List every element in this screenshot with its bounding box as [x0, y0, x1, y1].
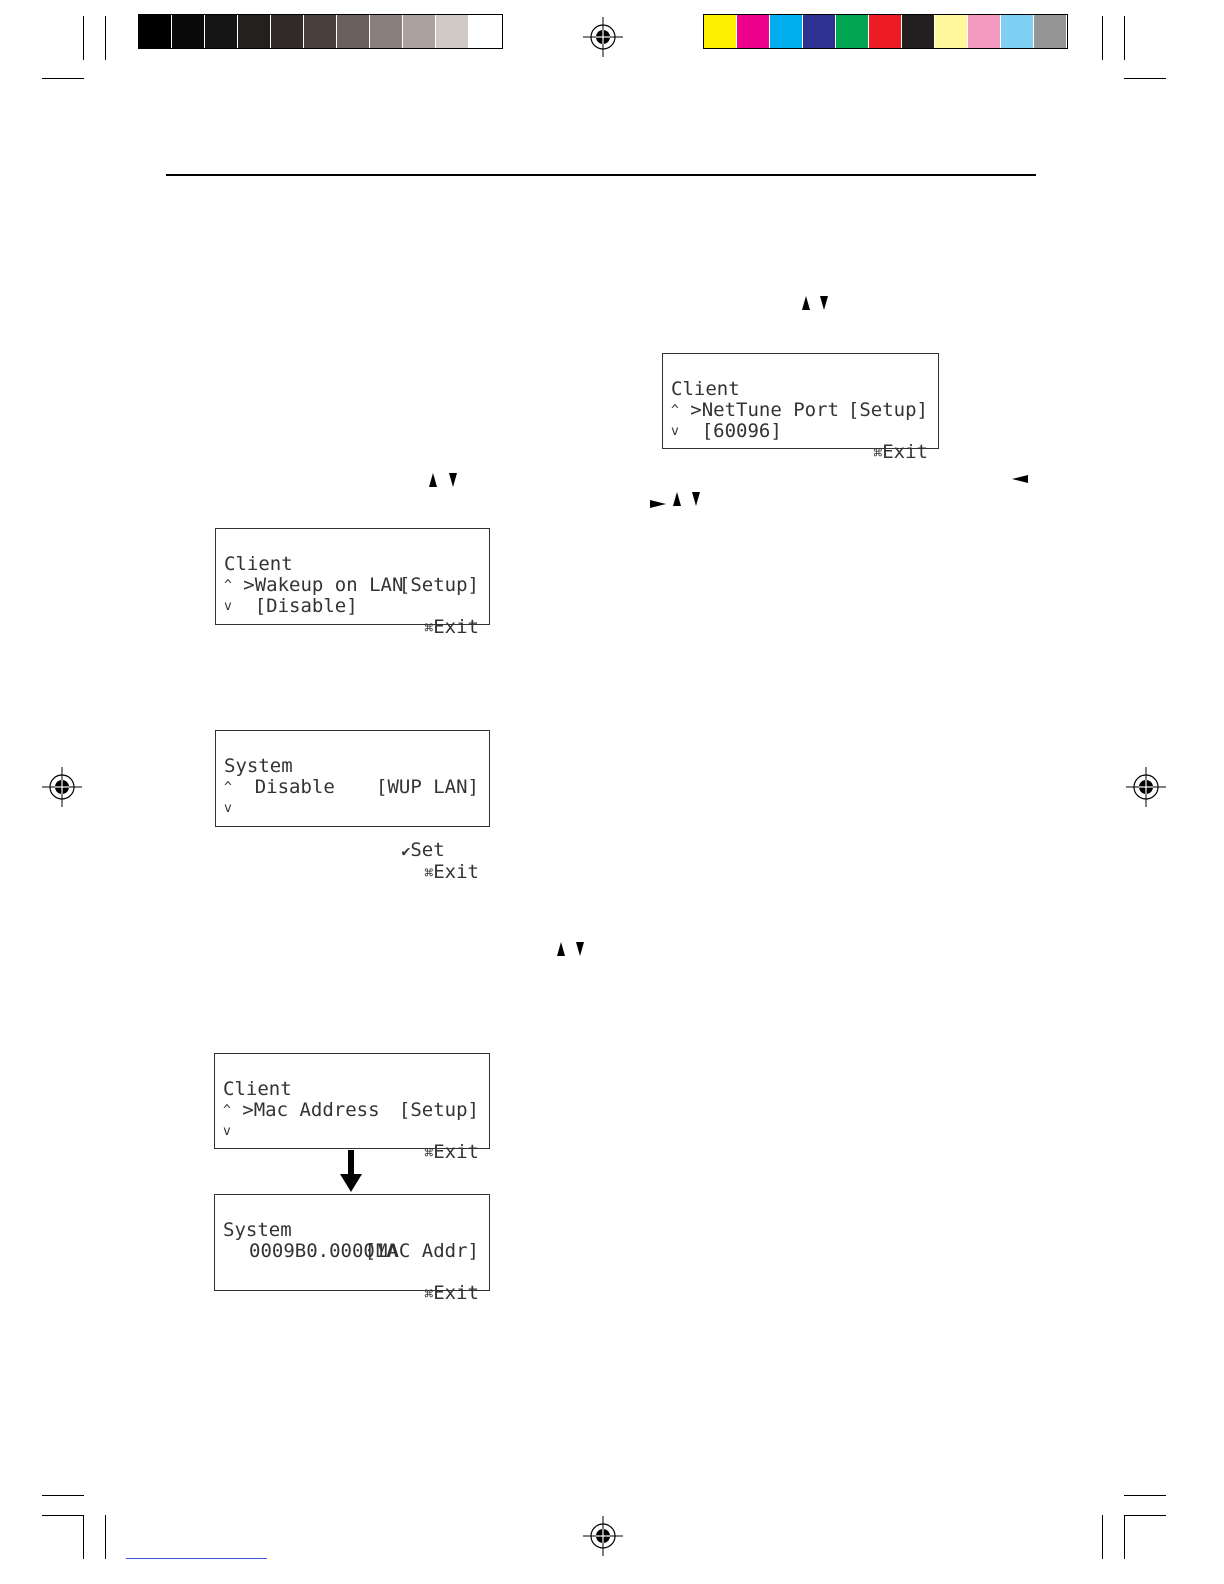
crop-mark [105, 16, 106, 60]
crop-mark [1124, 78, 1166, 79]
caret-up-icon: ^ [224, 578, 232, 593]
exit-icon: ⌘ [424, 864, 434, 882]
caret-down-icon: v [224, 801, 232, 816]
mac-address-value: 0009B0.00001A [249, 1240, 398, 1262]
caret-down-icon: v [223, 1124, 231, 1139]
caret-down-icon: v [224, 599, 232, 614]
color-swatch [836, 15, 868, 48]
lcd-value: [60096] [690, 420, 782, 442]
registration-mark-icon [583, 17, 623, 57]
arrow-down-triangle-icon [449, 473, 457, 487]
lcd-menu-item: >Mac Address [242, 1099, 380, 1121]
lcd-exit-label: Exit [433, 1282, 479, 1304]
crop-mark [83, 1515, 84, 1559]
arrow-up-triangle-icon [673, 492, 681, 506]
header-rule [166, 174, 1036, 176]
color-swatch [1001, 15, 1033, 48]
color-swatch [337, 15, 369, 48]
color-swatch [403, 15, 435, 48]
caret-up-icon: ^ [671, 403, 679, 418]
color-swatch [1034, 15, 1066, 48]
registration-mark-icon [42, 767, 82, 807]
color-swatch [436, 15, 468, 48]
color-swatch [935, 15, 967, 48]
lcd-tag: [Setup] [398, 574, 479, 596]
color-swatch [803, 15, 835, 48]
lcd-exit-label: Exit [882, 441, 928, 463]
color-swatch [770, 15, 802, 48]
check-icon: ✔ [401, 842, 411, 860]
exit-icon: ⌘ [424, 1144, 434, 1162]
crop-mark [1124, 1515, 1125, 1559]
color-swatch [902, 15, 934, 48]
footer-link-underline [126, 1558, 267, 1559]
color-swatch [304, 15, 336, 48]
color-swatch [469, 15, 501, 48]
registration-mark-icon [583, 1516, 623, 1556]
crop-mark [1124, 1495, 1166, 1496]
lcd-title: Client [223, 1078, 292, 1100]
exit-icon: ⌘ [873, 444, 883, 462]
lcd-menu-item: >NetTune Port [690, 399, 839, 421]
lcd-exit-label: Exit [433, 861, 479, 883]
lcd-value: Disable [243, 776, 335, 798]
lcd-panel-system-wup-lan [215, 730, 490, 883]
crop-mark [105, 1515, 106, 1559]
arrow-right-triangle-icon [650, 500, 666, 508]
lcd-title: Client [671, 378, 740, 400]
caret-down-icon: v [671, 424, 679, 439]
lcd-panel-wakeup-on-lan [215, 528, 490, 638]
arrow-down-triangle-icon [576, 942, 584, 956]
color-swatch [869, 15, 901, 48]
crop-mark [42, 78, 84, 79]
down-arrow-icon [340, 1150, 362, 1192]
exit-icon: ⌘ [424, 619, 434, 637]
lcd-tag: [WUP LAN] [376, 776, 479, 798]
lcd-title: System [224, 755, 293, 777]
color-swatch [704, 15, 736, 48]
process-color-bar [703, 14, 1068, 49]
arrow-down-triangle-icon [820, 296, 828, 310]
color-swatch [968, 15, 1000, 48]
color-swatch [238, 15, 270, 48]
lcd-tag: [Setup] [398, 1099, 479, 1121]
color-swatch [370, 15, 402, 48]
crop-mark [1102, 1515, 1103, 1559]
color-swatch [139, 15, 171, 48]
arrow-up-triangle-icon [802, 296, 810, 310]
crop-mark [1102, 16, 1103, 60]
caret-up-icon: ^ [224, 780, 232, 795]
lcd-tag: [Setup] [847, 399, 928, 421]
lcd-panel-mac-address [214, 1053, 490, 1163]
lcd-title: Client [224, 553, 293, 575]
color-swatch [172, 15, 204, 48]
lcd-value: [Disable] [243, 595, 358, 617]
arrow-left-triangle-icon [1012, 475, 1028, 483]
lcd-set-label: Set [410, 839, 445, 861]
lcd-panel-system-mac-addr [214, 1194, 490, 1304]
lcd-tag: [MAC Addr] [364, 1240, 479, 1262]
color-swatch [205, 15, 237, 48]
lcd-menu-item: >Wakeup on LAN [243, 574, 404, 596]
crop-mark [83, 16, 84, 60]
lcd-panel-nettune-port [662, 353, 939, 463]
caret-up-icon: ^ [223, 1103, 231, 1118]
crop-mark [42, 1515, 84, 1516]
arrow-up-triangle-icon [557, 942, 565, 956]
arrow-down-triangle-icon [692, 492, 700, 506]
registration-mark-icon [1126, 767, 1166, 807]
lcd-exit-label: Exit [433, 616, 479, 638]
grayscale-color-bar [138, 14, 503, 49]
crop-mark [1124, 16, 1125, 60]
crop-mark [42, 1495, 84, 1496]
color-swatch [271, 15, 303, 48]
lcd-title: System [223, 1219, 292, 1241]
lcd-exit-label: Exit [433, 1141, 479, 1163]
arrow-up-triangle-icon [429, 473, 437, 487]
exit-icon: ⌘ [424, 1285, 434, 1303]
color-swatch [737, 15, 769, 48]
crop-mark [1124, 1515, 1166, 1516]
